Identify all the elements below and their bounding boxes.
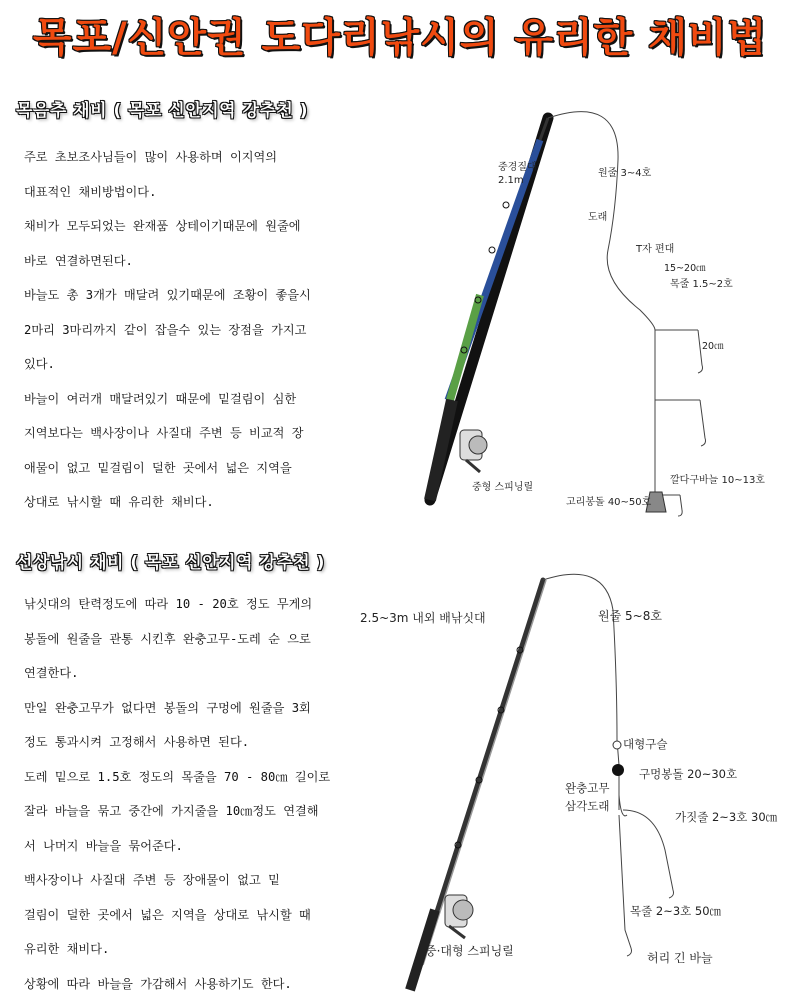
text-line: 애물이 없고 밑걸림이 덜한 곳에서 넓은 지역을 [24, 451, 354, 486]
page-title: 목포/신안권 도다리낚시의 유리한 채비법 [0, 6, 800, 63]
text-line: 상대로 낚시할 때 유리한 채비다. [24, 485, 354, 520]
cushion-label: 완충고무 [565, 781, 609, 795]
branch-line [623, 810, 674, 898]
text-line: 2마리 3마리까지 같이 잡을수 있는 장점을 가지고 [24, 313, 354, 348]
text-line: 낚싯대의 탄력정도에 따라 10 - 20호 정도 무게의 [24, 587, 354, 622]
spinning-reel [460, 430, 487, 472]
text-line: 서 나머지 바늘을 묶어준다. [24, 829, 354, 864]
text-line: 있다. [24, 347, 354, 382]
hook-label: 허리 긴 바늘 [647, 950, 713, 965]
text-line: 바늘이 여러개 매달려있기 때문에 밑걸림이 심한 [24, 382, 354, 417]
text-line: 도레 밑으로 1.5호 정도의 목줄을 70 - 80㎝ 길이로 [24, 760, 354, 795]
text-line: 봉돌에 원줄을 관통 시킨후 완충고무-도레 순 으로 [24, 622, 354, 657]
rod-label-2: 2.1m [498, 175, 524, 186]
swivel-label: 도래 [588, 210, 607, 223]
length-label-1: 15~20㎝ [664, 263, 706, 274]
text-line: 바늘도 총 3개가 매달려 있기때문에 조황이 좋을시 [24, 278, 354, 313]
fishing-rod [410, 580, 546, 990]
rig-diagram-2 [355, 570, 800, 995]
text-line: 유리한 채비다. [24, 932, 354, 967]
rod-label-1: 중경질대 [498, 160, 537, 173]
text-line: 대표적인 채비방법이다. [24, 175, 354, 210]
branch-lines [655, 330, 706, 516]
swivel-label: 삼각도래 [565, 799, 609, 813]
rod-label: 2.5~3m 내외 배낚싯대 [360, 610, 486, 625]
length-label-2: 20㎝ [702, 341, 724, 352]
hook-label: 깔다구바늘 10~13호 [670, 473, 765, 486]
sinker-label: 고리봉돌 40~50호 [566, 495, 652, 508]
text-line: 연결한다. [24, 656, 354, 691]
branch-label: 가짓줄 2~3호 30㎝ [675, 810, 778, 824]
reel-label: 중·대형 스피닝릴 [425, 943, 514, 958]
text-line: 만일 완충고무가 없다면 봉돌의 구멍에 원줄을 3회 [24, 691, 354, 726]
section-text-1 [24, 140, 354, 520]
text-line: 채비가 모두되었는 완재품 상테이기때문에 원줄에 [24, 209, 354, 244]
text-line: 주로 초보조사님들이 많이 사용하며 이지역의 [24, 140, 354, 175]
text-line: 백사장이나 사질대 주변 등 장애물이 없고 밑 [24, 863, 354, 898]
spinning-reel [445, 895, 473, 938]
section-text-2 [24, 587, 354, 1001]
main-line-label: 원줄 5~8호 [598, 608, 662, 623]
section-heading-1: 목음추 채비 ( 목포 신안지역 강추천 ) [16, 96, 308, 121]
text-line: 정도 통과시켜 고정해서 사용하면 된다. [24, 725, 354, 760]
bead-icon [613, 741, 621, 749]
text-line: 잘라 바늘을 묶고 중간에 가지줄을 10㎝정도 연결해 [24, 794, 354, 829]
t-balance-label: T자 편대 [635, 242, 674, 255]
sinker-icon [612, 764, 624, 776]
text-line: 바로 연결하면된다. [24, 244, 354, 279]
main-line-label: 원줄 3~4호 [598, 166, 652, 179]
text-line: 지역보다는 백사장이나 사질대 주변 등 비교적 장 [24, 416, 354, 451]
text-line: 상황에 따라 바늘을 가감해서 사용하기도 한다. [24, 967, 354, 1001]
rig-diagram-1 [380, 100, 800, 530]
text-line: 걸림이 덜한 곳에서 넓은 지역을 상대로 낚시할 때 [24, 898, 354, 933]
leader-line [619, 815, 632, 956]
section-heading-2: 선상낚시 채비 ( 목포 신안지역 강추천 ) [16, 548, 325, 573]
sinker-label: 구멍봉돌 20~30호 [639, 767, 737, 781]
bead-label: 대형구슬 [623, 737, 667, 751]
leader-label: 목줄 1.5~2호 [670, 278, 733, 290]
reel-label: 중형 스피닝릴 [472, 480, 533, 493]
leader-label: 목줄 2~3호 50㎝ [630, 904, 722, 918]
fishing-rod [430, 118, 548, 500]
